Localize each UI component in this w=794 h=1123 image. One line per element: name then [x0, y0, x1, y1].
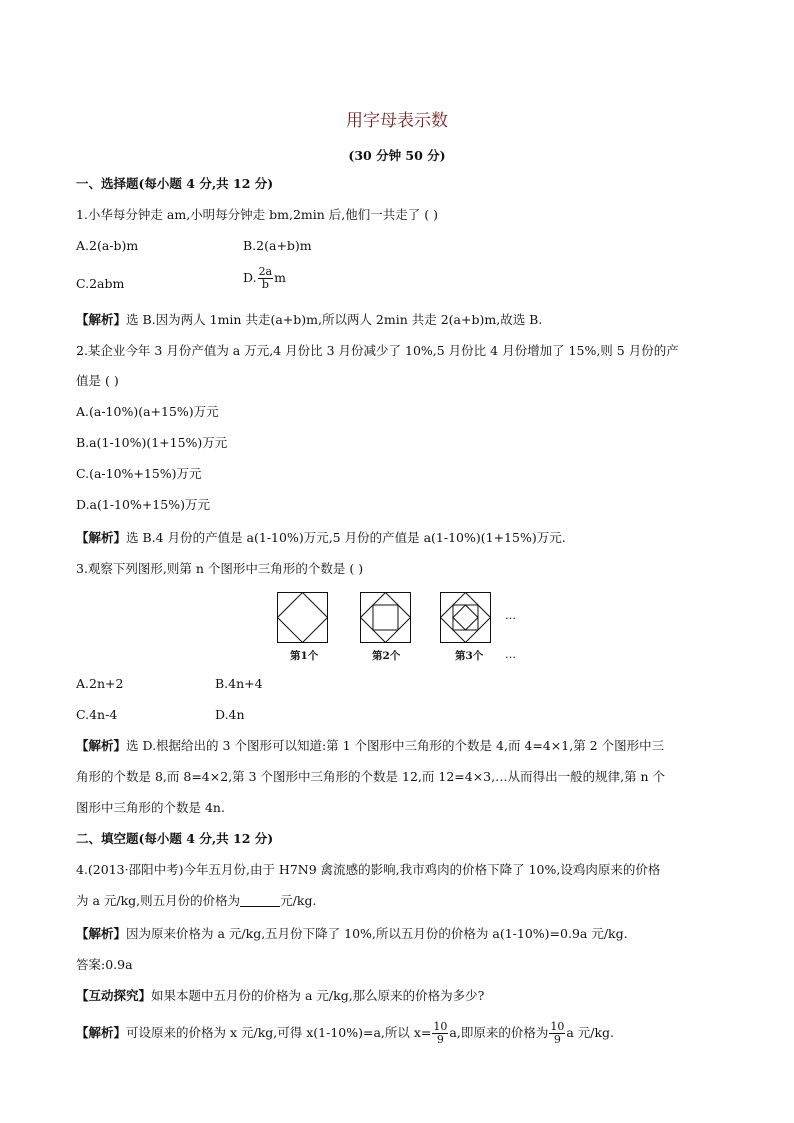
question-1-option-a: A.2(a-b)m: [76, 238, 139, 253]
question-4-answer: 答案:0.9a: [76, 957, 133, 972]
question-3-option-d: D.4n: [215, 707, 245, 722]
question-2-option-d: D.a(1-10%+15%)万元: [76, 497, 210, 512]
question-3-option-c: C.4n-4: [76, 707, 118, 722]
analysis-tag: 【解析】: [76, 312, 127, 327]
stem-text: 为 a 元/kg,则五月份的价格为: [76, 893, 241, 908]
analysis-text-mid: a,即原来的价格为: [449, 1025, 549, 1040]
analysis-tag: 【解析】: [76, 926, 127, 941]
question-1-option-b: B.2(a+b)m: [243, 238, 312, 253]
question-1-option-c: C.2abm: [76, 276, 125, 291]
question-4-stem-line1: 4.(2013·邵阳中考)今年五月份,由于 H7N9 禽流感的影响,我市鸡肉的价格下降了 10%,设鸡肉原来的价格: [76, 862, 661, 877]
analysis-text: 选 D.根据给出的 3 个图形可以知道:第 1 个图形中三角形的个数是 4,而 4=4×1,第 2 个图形中三: [126, 738, 665, 753]
analysis-tag: 【解析】: [76, 530, 127, 545]
analysis-text-post: a 元/kg.: [566, 1025, 615, 1040]
question-3-option-a: A.2n+2: [76, 676, 124, 691]
option-d-prefix: D.: [243, 270, 257, 285]
fraction-ten-ninths-2: [549, 1021, 565, 1046]
question-2-option-c: C.(a-10%+15%)万元: [76, 466, 202, 481]
figure-1: [277, 592, 328, 643]
question-3-stem: 3.观察下列图形,则第 n 个图形中三角形的个数是 ( ): [76, 561, 364, 576]
answer-blank: [240, 894, 280, 907]
question-2-stem-line2: 值是 ( ): [76, 373, 119, 388]
figure-2: [360, 592, 411, 643]
figure-ellipsis: …: [505, 609, 516, 622]
option-d-fraction: [258, 266, 274, 291]
question-2-analysis: [76, 530, 566, 546]
fraction-ten-ninths: [432, 1021, 448, 1046]
question-2-option-b: B.a(1-10%)(1+15%)万元: [76, 435, 228, 450]
option-d-suffix: m: [274, 270, 286, 285]
question-2-option-a: A.(a-10%)(a+15%)万元: [76, 404, 219, 419]
analysis-text: 选 B.4 月份的产值是 a(1-10%)万元,5 月份的产值是 a(1-10%)(1+15%)万元.: [126, 530, 566, 545]
fraction-denominator: 9: [553, 1033, 561, 1046]
fraction-numerator: 2a: [258, 265, 273, 278]
figure-label-ellipsis: …: [505, 648, 516, 661]
figure-2-label: 第2个: [372, 650, 401, 662]
question-2-stem-line1: 2.某企业今年 3 月份产值为 a 万元,4 月份比 3 月份减少了 10%,5 月份比 4 月份增加了 15%,则 5 月份的产: [76, 343, 679, 358]
analysis-text: 选 B.因为两人 1min 共走(a+b)m,所以两人 2min 共走 2(a+b)m,故选 B.: [126, 312, 543, 327]
explore-analysis: [76, 1020, 614, 1046]
question-3-analysis-line1: [76, 738, 664, 754]
explore-text: 如果本题中五月份的价格为 a 元/kg,那么原来的价格为多少?: [151, 988, 485, 1003]
stem-text-unit: 元/kg.: [280, 893, 317, 908]
page-title: 用字母表示数: [346, 111, 448, 131]
question-1-analysis: [76, 312, 542, 328]
fraction-denominator: 9: [436, 1033, 444, 1046]
question-1-stem: 1.小华每分钟走 am,小明每分钟走 bm,2min 后,他们一共走了 ( ): [76, 207, 438, 222]
page-subtitle: (30 分钟 50 分): [348, 148, 446, 163]
question-3-analysis-line2: 角形的个数是 8,而 8=4×2,第 3 个图形中三角形的个数是 12,而 12=4×3,…从而得出一般的规律,第 n 个: [76, 769, 666, 784]
figure-3-label: 第3个: [455, 650, 484, 662]
analysis-tag: 【解析】: [76, 738, 127, 753]
section-heading-choice: 一、选择题(每小题 4 分,共 12 分): [76, 176, 274, 191]
section-heading-fill: 二、填空题(每小题 4 分,共 12 分): [76, 831, 274, 846]
question-3-option-b: B.4n+4: [215, 676, 263, 691]
figure-3: [440, 592, 491, 643]
explore-tag: 【互动探究】: [76, 988, 152, 1003]
question-4-analysis: [76, 926, 628, 942]
analysis-text: 因为原来价格为 a 元/kg,五月份下降了 10%,所以五月份的价格为 a(1-10%)=0.9a 元/kg.: [126, 926, 628, 941]
analysis-text-pre: 可设原来的价格为 x 元/kg,可得 x(1-10%)=a,所以 x=: [126, 1025, 432, 1040]
interactive-explore: [76, 988, 484, 1004]
question-1-option-d: [243, 266, 286, 291]
fraction-numerator: 10: [550, 1020, 565, 1033]
fraction-numerator: 10: [433, 1020, 448, 1033]
fraction-denominator: b: [261, 278, 269, 291]
figure-1-label: 第1个: [290, 650, 319, 662]
question-4-stem-line2: [76, 893, 316, 909]
analysis-tag: 【解析】: [76, 1025, 127, 1040]
question-3-analysis-line3: 图形中三角形的个数是 4n.: [76, 800, 225, 815]
